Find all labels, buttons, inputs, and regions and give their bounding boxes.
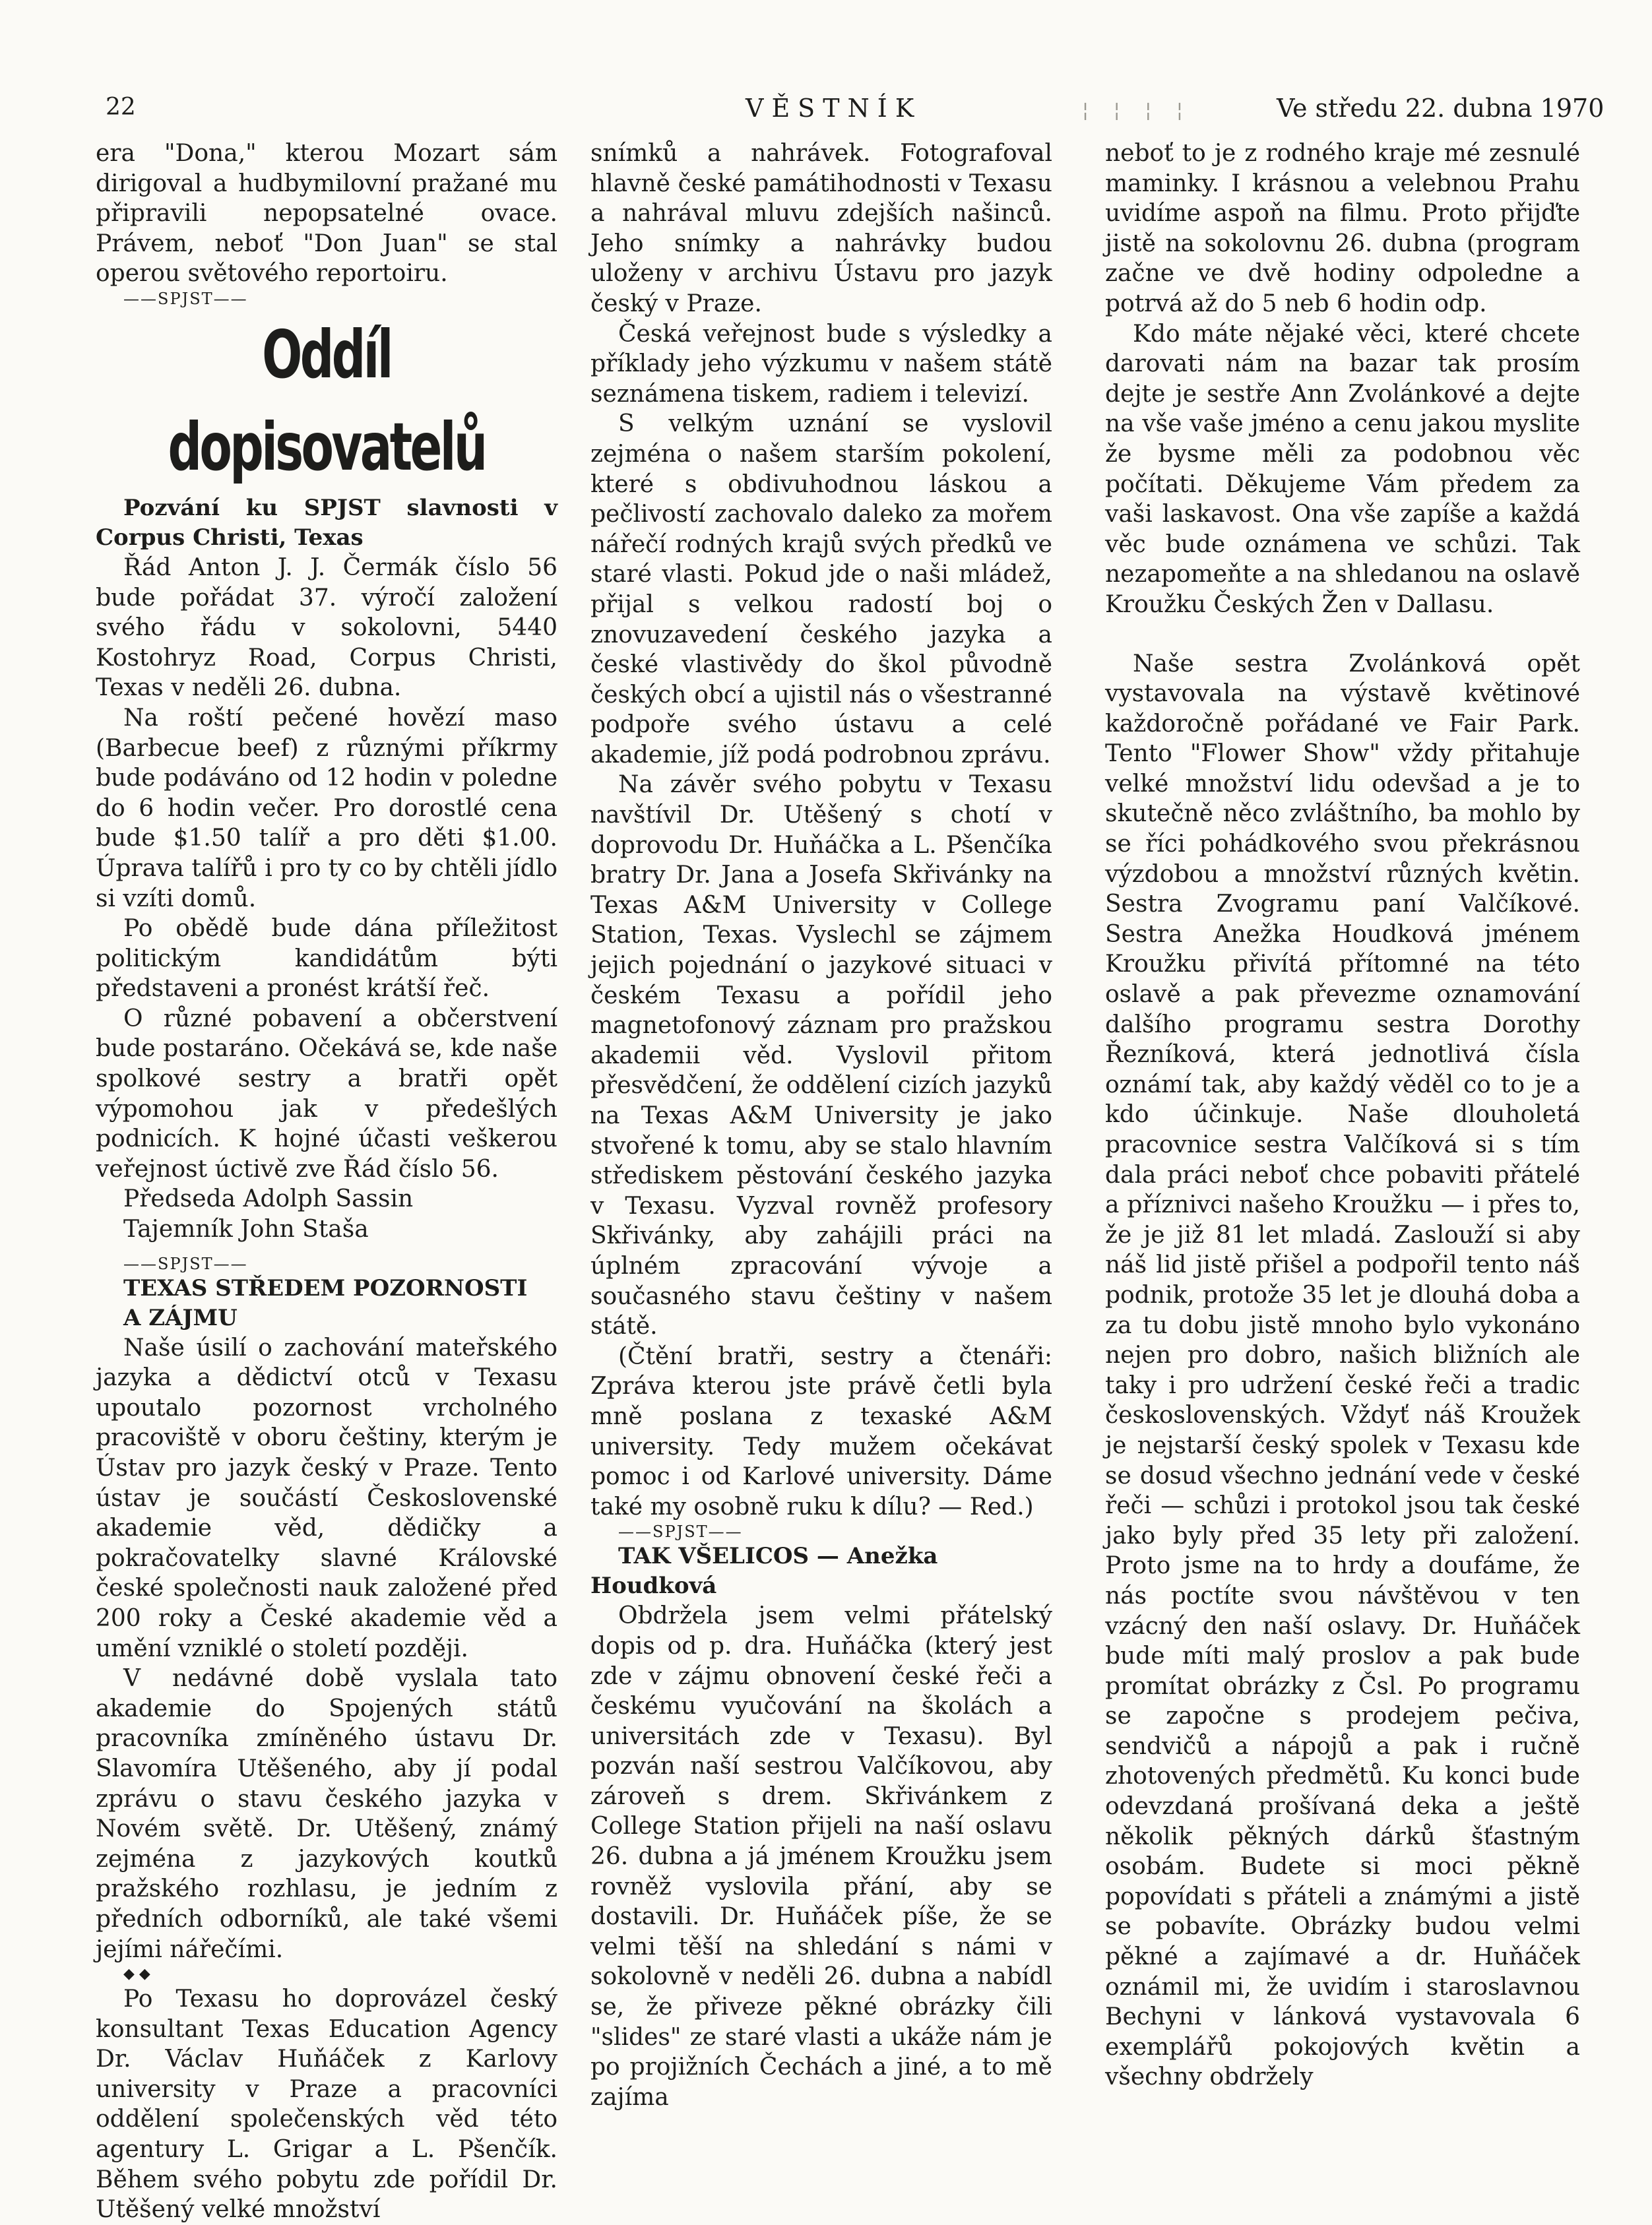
paragraph: Naše úsilí o zachování mateřského jazyka a dědictví otců v Texasu upoutalo pozornost vrcholného pracoviště v oboru češtiny, kterým je Ústav pro jazyk český v Praze. Tento ústav je součástí Československé akademie věd, dědičky a pokračovatelky slavné Královské české společnosti nauk založené před 200 roky a České akademie věd a umění vzniklé o století později. xyxy=(96,1334,557,1662)
separator: ——SPJST—— xyxy=(618,1522,743,1542)
paragraph: (Čtění bratři, sestry a čtenáři: Zpráva kterou jste právě četli byla mně poslana z texaské A&M university. Tedy mužem očekávat pomoc i od Karlové university. Dáme také my osobně ruku k dílu? — Red.) xyxy=(590,1342,1052,1520)
paragraph: Na závěr svého pobytu v Texasu navštívil Dr. Utěšený s chotí v doprovodu Dr. Huňáčka a L. Pšenčíka bratry Dr. Jana a Josefa Skřivánky na Texas A&M University v College Station, Texas. Vyslechl se zájmem jejich pojednání o jazykové situaci v českém Texasu a pořídil jeho magnetofonový záznam pro pražskou akademii věd. Vyslovil přitom přesvědčení, že oddělení cizích jazyků na Texas A&M University je jako stvořené k tomu, aby se stalo hlavním střediskem pěstování českého jazyka v Texasu. Vyzval rovněž profesory Skřivánky, aby zahájili práci na úplném zpracování vývoje a současného stavu češtiny v našem státě. xyxy=(590,771,1052,1340)
paragraph: Po Texasu ho doprovázel český konsultant Texas Education Agency Dr. Václav Huňáček z Karlovy university v Praze a pracovníci oddělení společenských věd této agentury L. Grigar a L. Pšenčík. Během svého pobytu zde pořídil Dr. Utěšený velké množství xyxy=(96,1986,557,2224)
column-3 xyxy=(1105,139,1580,2092)
separator: ——SPJST—— xyxy=(123,289,248,308)
paragraph: neboť to je z rodného kraje mé zesnulé maminky. I krásnou a velebnou Prahu uvidíme aspoň na filmu. Proto přijďte jistě na sokolovnu 26. dubna (program začne ve dvě hodiny odpoledne a potrvá až do 5 neb 6 hodin odp. xyxy=(1105,140,1580,317)
diamond-separator: ◆ ◆ xyxy=(123,1966,150,1983)
paragraph: Obdržela jsem velmi přátelský dopis od p. dra. Huňáčka (který jest zde v zájmu obnovení české řeči a českému vyučování na školách a universitách zde v Texasu). Byl pozván naší sestrou Valčíkovou, aby zároveň s drem. Skřivánkem z College Station přijeli na naší oslavu 26. dubna a já jménem Kroužku jsem rovněž vyslovila přání, aby se dostavili. Dr. Huňáček píše, že se velmi těší na shledání s námi v sokolovně v neděli 26. dubna a nabídl se, že přiveze pěkné obrázky čili "slides" ze staré vlasti a ukáže nám je po projižních Čechách a jiné, a to mě zajíma xyxy=(590,1602,1052,2111)
paragraph: Na roští pečené hovězí maso (Barbecue beef) z různými příkrmy bude podáváno od 12 hodin v poledne do 6 hodin večer. Pro dorostlé cena bude $1.50 talíř a pro děti $1.00. Úprava talířů i pro ty co by chtěli jídlo si vzíti domů. xyxy=(96,704,557,912)
paragraph: V nedávné době vyslala tato akademie do Spojených států pracovníka zmíněného ústavu Dr. Slavomíra Utěšeného, aby jí podal zprávu o stavu českého jazyka v Novém světě. Dr. Utěšený, známý zejména z jazykových koutků pražského rozhlasu, je jedním z předních odborníků, ale také všemi jejími nářečími. xyxy=(96,1665,557,1963)
paragraph: Česká veřejnost bude s výsledky a příklady jeho výzkumu v našem státě seznámena tiskem, radiem i televizí. xyxy=(590,320,1052,408)
section-title: Oddíl dopisovatelů xyxy=(168,315,486,486)
issue-date: Ve středu 22. dubna 1970 xyxy=(1277,94,1604,123)
article-heading: TAK VŠELICOS — Anežka Houdková xyxy=(590,1543,938,1600)
column-1 xyxy=(96,139,557,2225)
paragraph: S velkým uznání se vyslovil zejména o našem starším pokolení, které s obdivuhodnou láskou a pečlivostí zachovalo daleko za mořem nářečí rodných krajů svých předků ve staré vlasti. Pokud jde o naši mládež, přijal s velkou radostí boj o znovuzavedení českého jazyka a české vlastivědy do škol původně českých obcí a ujistil nás o všestranné podpoře svého ústavu a celé akademie, jíž podá podrobnou zprávu. xyxy=(590,410,1052,768)
paragraph: snímků a nahrávek. Fotografoval hlavně české památihodnosti v Texasu a nahrával mluvu zdejších našinců. Jeho snímky a nahrávky budou uloženy v archivu Ústavu pro jazyk český v Praze. xyxy=(590,140,1052,317)
paragraph: Po obědě bude dána příležitost politickým kandidátům býti představeni a pronést krátší řeč. xyxy=(96,915,557,1003)
intro-paragraph: era "Dona," kterou Mozart sám dirigoval a hudbymilovní pražané mu připravili nepopsatelné ovace. Právem, neboť "Don Juan" se stal operou světového reportoiru. xyxy=(96,140,557,288)
page-header xyxy=(0,94,1652,133)
paragraph: Naše sestra Zvolánková opět vystavovala na výstavě květinové každoročně pořádané ve Fair Park. Tento "Flower Show" vždy přitahuje velké množství lidu odevšad a je to skutečně něco zvláštního, ba mohlo by se říci pohádkového svou překrásnou výzdobou a množství různých květin. Sestra Zvogramu paní Valčíkové. Sestra Anežka Houdková jménem Kroužku přivítá přítomné na této oslavě a pak převezme oznamování dalšího programu sestra Dorothy Řezníková, která jednotlivá čísla oznámí tak, aby každý věděl co to je a kdo účinkuje. Naše dlouholetá pracovnice sestra Valčíková si s tím dala práci neboť chce pobaviti přátelé a příznivci našeho Kroužku — i přes to, že je již 81 let mladá. Zaslouží si aby náš lid jistě přišel a podpořil tento náš podnik, protože 35 let je dlouhá doba a za tu dobu jistě mnoho bylo vykonáno nejen pro dobro, našich bližních ale taky i pro udržení české řeči a tradic československých. Vždyť náš Kroužek je nejstarší český spolek v Texasu kde se dosud všechno jednání vede v české řeči — schůzi i protokol jsou tak české jako byly před 35 lety při založení. Proto jsme na to hrdy a doufáme, že nás poctíte svou návštěvou v ten vzácný den naší oslavy. Dr. Huňáček bude míti malý proslov a pak bude promítat obrázky z Čsl. Po programu se započne s prodejem pečiva, sendvičů a nápojů a pak i ručně zhotovených předmětů. Ku konci bude odevzdaná prošívaná deka a ještě několik pěkných dárků šťastným osobám. Budete si moci pěkně popovídati s přáteli a známými a jistě se pobavíte. Obrázky budou velmi pěkné a zajímavé a dr. Huňáček oznámil mi, že uvidím i staroslavnou Bechyni v lánková vystavovala 6 exemplářů pokojových květin a všechny obdržely xyxy=(1105,650,1580,2091)
article-heading: A ZÁJMU xyxy=(123,1304,238,1331)
article-heading: Pozvání ku SPJST slavnosti v Corpus Christi, Texas xyxy=(96,494,557,551)
signature: Tajemník John Staša xyxy=(123,1216,369,1243)
paragraph: Kdo máte nějaké věci, které chcete darovati nám na bazar tak prosím dejte je sestře Ann Zvolánkové a dejte na vše vaše jméno a cenu jakou myslite že bysme měli za podobnou věc počítati. Děkujeme Vám předem za vaši laskavost. Ona vše zapíše a každá věc bude oznámena ve schůzi. Tak nezapomeňte a na shledanou na oslavě Kroužku Českých Žen v Dallasu. xyxy=(1105,320,1580,618)
article-heading: TEXAS STŘEDEM POZORNOSTI xyxy=(123,1274,528,1301)
separator: ——SPJST—— xyxy=(123,1254,248,1273)
signature: Předseda Adolph Sassin xyxy=(123,1185,414,1213)
paragraph: O různé pobavení a občerstvení bude postaráno. Očekává se, kde naše spolkové sestry a bratři opět výpomohou jak v předešlých podnicích. K hojné účasti veškerou veřejnost úctivě zve Řád číslo 56. xyxy=(96,1005,557,1183)
page-number: 22 xyxy=(106,94,136,121)
scan-artifact: ¦ ¦ ¦ ¦ xyxy=(1082,99,1193,122)
masthead: VĚSTNÍK xyxy=(746,94,922,123)
column-2 xyxy=(590,139,1052,2112)
paragraph: Řád Anton J. J. Čermák číslo 56 bude pořádat 37. výročí založení svého řádu v sokolovni, 5440 Kostohryz Road, Corpus Christi, Texas v neděli 26. dubna. xyxy=(96,553,557,702)
